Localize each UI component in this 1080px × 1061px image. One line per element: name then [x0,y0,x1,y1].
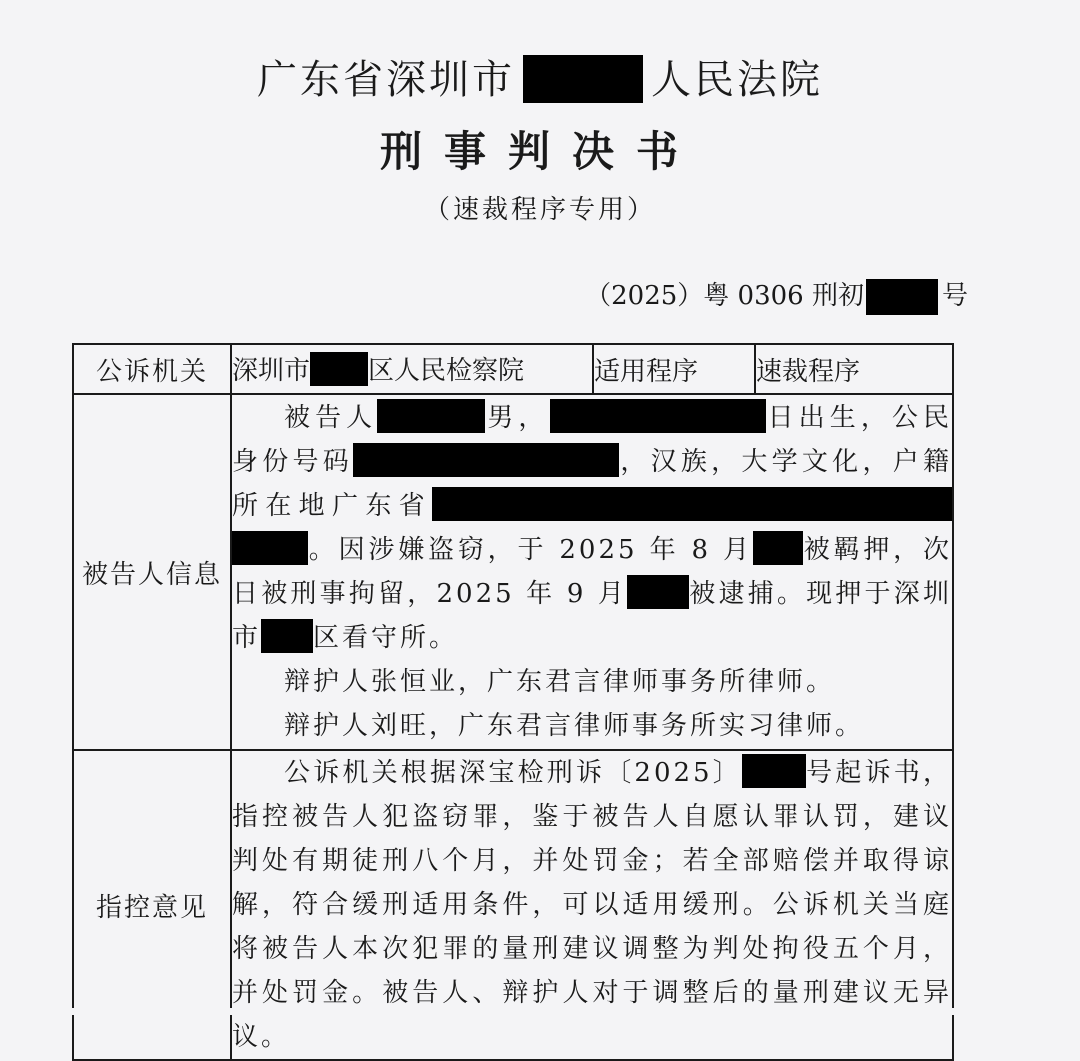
redaction-block [753,531,803,565]
redaction-block [310,352,368,386]
court-name-suffix: 人民法院 [651,57,823,103]
defendant-text: 男， [485,403,550,433]
court-name [0,52,1080,108]
defendant-text: 被羁押，次日被刑事拘留，2025 年 9 月 [232,535,952,609]
defendant-text: 被逮捕。现押于深圳市 [232,579,952,653]
document-title: 刑事判决书 [379,127,700,176]
defendant-text: 被告人 [284,403,378,433]
redaction-block [742,754,806,788]
procedure-label: 适用程序 [593,344,755,394]
defendant-info [231,394,953,750]
redaction-block [432,487,952,521]
defendant-text: 。因涉嫌盗窃，于 2025 年 8 月 [308,535,753,565]
court-name-prefix: 广东省深圳市 [257,57,515,103]
procedure-value: 速裁程序 [755,344,953,394]
charge-text: 公诉机关根据深宝检刑诉〔2025〕 [284,758,742,788]
redaction-block [866,279,938,315]
table-row [73,394,953,750]
defendant-text: 日出生，公民身份号码 [232,403,952,477]
redaction-block [232,531,308,565]
case-number [585,276,969,316]
redaction-block [353,443,619,477]
redaction-block [285,619,313,653]
judgment-info-table [72,343,954,1061]
procedure-note: （速裁程序专用） [423,195,656,225]
prosecutor-label: 公诉机关 [73,344,231,394]
redaction-block [550,399,766,433]
case-number-suffix: 号 [942,281,969,311]
defendant-paragraph [232,396,952,660]
redaction-block [261,619,285,653]
defendant-text: ，汉族，大学文化，户籍所在地广东省 [232,447,952,521]
page-edge [0,1008,1080,1015]
table-row [73,344,953,394]
defendant-text: 区看守所。 [313,623,459,653]
defendant-label: 被告人信息 [73,394,231,750]
defender-1: 辩护人张恒业，广东君言律师事务所律师。 [284,667,836,697]
charge-label: 指控意见 [73,750,231,1060]
prosecutor-value-suffix: 区人民检察院 [368,355,525,386]
prosecutor-value-prefix: 深圳市 [232,355,311,386]
charge-text: 号起诉书，指控被告人犯盗窃罪，鉴于被告人自愿认罪认罚，建议判处有期徒刑八个月，并处罚金；若全部赔偿并取得谅解，符合缓刑适用条件，可以适用缓刑。公诉机关当庭将被告人本次犯罪的量刑建议调整为判处拘役五个月，并处罚金。被告人、辩护人对于调整后的量刑建议无异议。 [232,758,952,1052]
defender-2: 辩护人刘旺，广东君言律师事务所实习律师。 [284,711,865,741]
redaction-block [627,575,689,609]
case-number-prefix: （2025）粤 0306 刑初 [585,281,864,311]
redaction-block [377,399,485,433]
prosecutor-value [231,344,593,394]
redaction-block [523,55,643,103]
